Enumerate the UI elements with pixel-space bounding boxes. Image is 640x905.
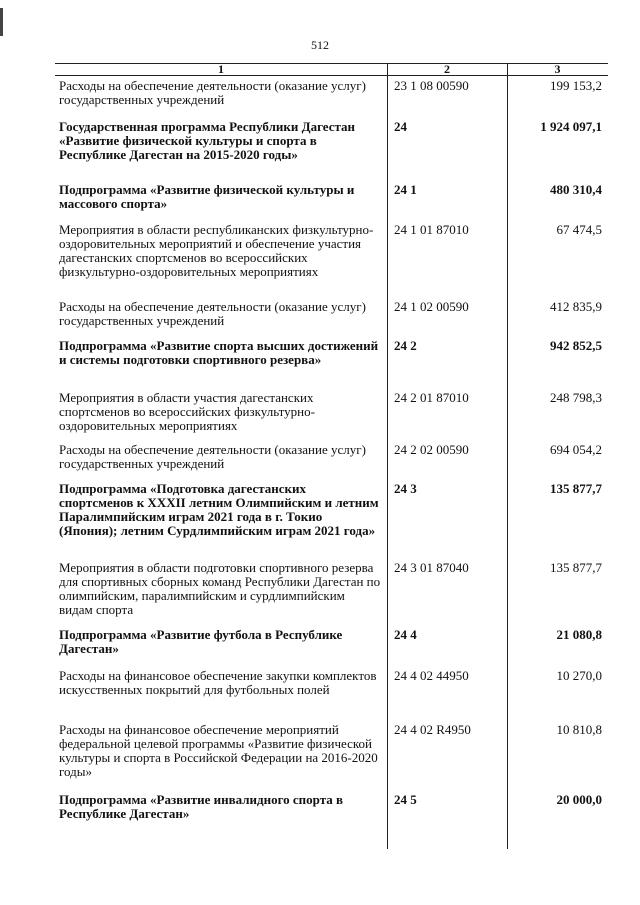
column-divider	[387, 63, 388, 849]
row-amount: 10 810,8	[556, 722, 602, 737]
row-description: Расходы на финансовое обеспечение мероприятий федеральной целевой программы «Развитие физической культуры и спорта в Российской Федерации на 2016-2020 годы»	[59, 722, 378, 779]
row-amount: 20 000,0	[556, 792, 602, 807]
row-code: 24 3 01 87040	[394, 560, 469, 575]
header-col-1: 1	[218, 62, 224, 76]
scan-edge-mark	[0, 26, 3, 36]
row-code: 24 2 02 00590	[394, 442, 469, 457]
row-description: Мероприятия в области участия дагестанских спортсменов во всероссийских физкультурно-оздоровительных мероприятиях	[59, 390, 315, 433]
row-description: Подпрограмма «Развитие инвалидного спорта в Республике Дагестан»	[59, 792, 344, 821]
row-amount: 67 474,5	[556, 222, 602, 237]
row-code: 24 4 02 R4950	[394, 722, 471, 737]
header-col-3: 3	[554, 62, 561, 76]
scan-edge-mark	[0, 8, 3, 26]
row-amount: 21 080,8	[556, 627, 602, 642]
budget-table	[55, 63, 608, 849]
row-amount: 135 877,7	[550, 560, 602, 575]
row-description: Расходы на обеспечение деятельности (оказание услуг) государственных учреждений	[59, 78, 366, 107]
header-col-2: 2	[444, 62, 450, 76]
row-amount: 412 835,9	[550, 299, 602, 314]
row-code: 23 1 08 00590	[394, 78, 469, 93]
row-code: 24 1 01 87010	[394, 222, 469, 237]
row-code: 24 4	[394, 627, 417, 642]
row-code: 24	[394, 119, 407, 134]
row-amount: 248 798,3	[550, 390, 602, 405]
row-code: 24 2	[394, 338, 417, 353]
row-amount: 942 852,5	[550, 338, 602, 353]
row-description: Подпрограмма «Развитие спорта высших достижений и системы подготовки спортивного резерва»	[59, 338, 379, 367]
row-description: Мероприятия в области подготовки спортивного резерва для спортивных сборных команд Республики Дагестан по олимпийским, паралимпийским и сурдлимпийским видам спорта	[59, 560, 381, 617]
row-amount: 1 924 097,1	[540, 119, 602, 134]
row-description: Подпрограмма «Подготовка дагестанских спортсменов к XXXII летним Олимпийским и летним Паралимпийским играм 2021 года в г. Токио (Япония); летним Сурдлимпийским играм 2021 года»	[59, 481, 379, 538]
row-description: Расходы на обеспечение деятельности (оказание услуг) государственных учреждений	[59, 299, 366, 328]
row-amount: 10 270,0	[556, 668, 602, 683]
row-code: 24 2 01 87010	[394, 390, 469, 405]
row-code: 24 1 02 00590	[394, 299, 469, 314]
row-amount: 480 310,4	[550, 182, 602, 197]
row-description: Расходы на обеспечение деятельности (оказание услуг) государственных учреждений	[59, 442, 366, 471]
row-description: Расходы на финансовое обеспечение закупки комплектов искусственных покрытий для футбольных полей	[59, 668, 377, 697]
page-number: 512	[311, 38, 329, 52]
row-description: Подпрограмма «Развитие физической культуры и массового спорта»	[59, 182, 355, 211]
row-amount: 199 153,2	[550, 78, 602, 93]
row-amount: 135 877,7	[550, 481, 602, 496]
row-description: Мероприятия в области республиканских физкультурно-оздоровительных мероприятий и обеспечение участия дагестанских спортсменов во всероссийских физкультурно-оздоровительных мероприятиях	[59, 222, 374, 279]
header-bottom-border	[55, 75, 608, 76]
row-code: 24 1	[394, 182, 417, 197]
row-code: 24 3	[394, 481, 417, 496]
row-amount: 694 054,2	[550, 442, 602, 457]
row-description: Подпрограмма «Развитие футбола в Республике Дагестан»	[59, 627, 343, 656]
row-code: 24 4 02 44950	[394, 668, 469, 683]
row-code: 24 5	[394, 792, 417, 807]
row-description: Государственная программа Республики Дагестан «Развитие физической культуры и спорта в Республике Дагестан на 2015-2020 годы»	[59, 119, 356, 162]
